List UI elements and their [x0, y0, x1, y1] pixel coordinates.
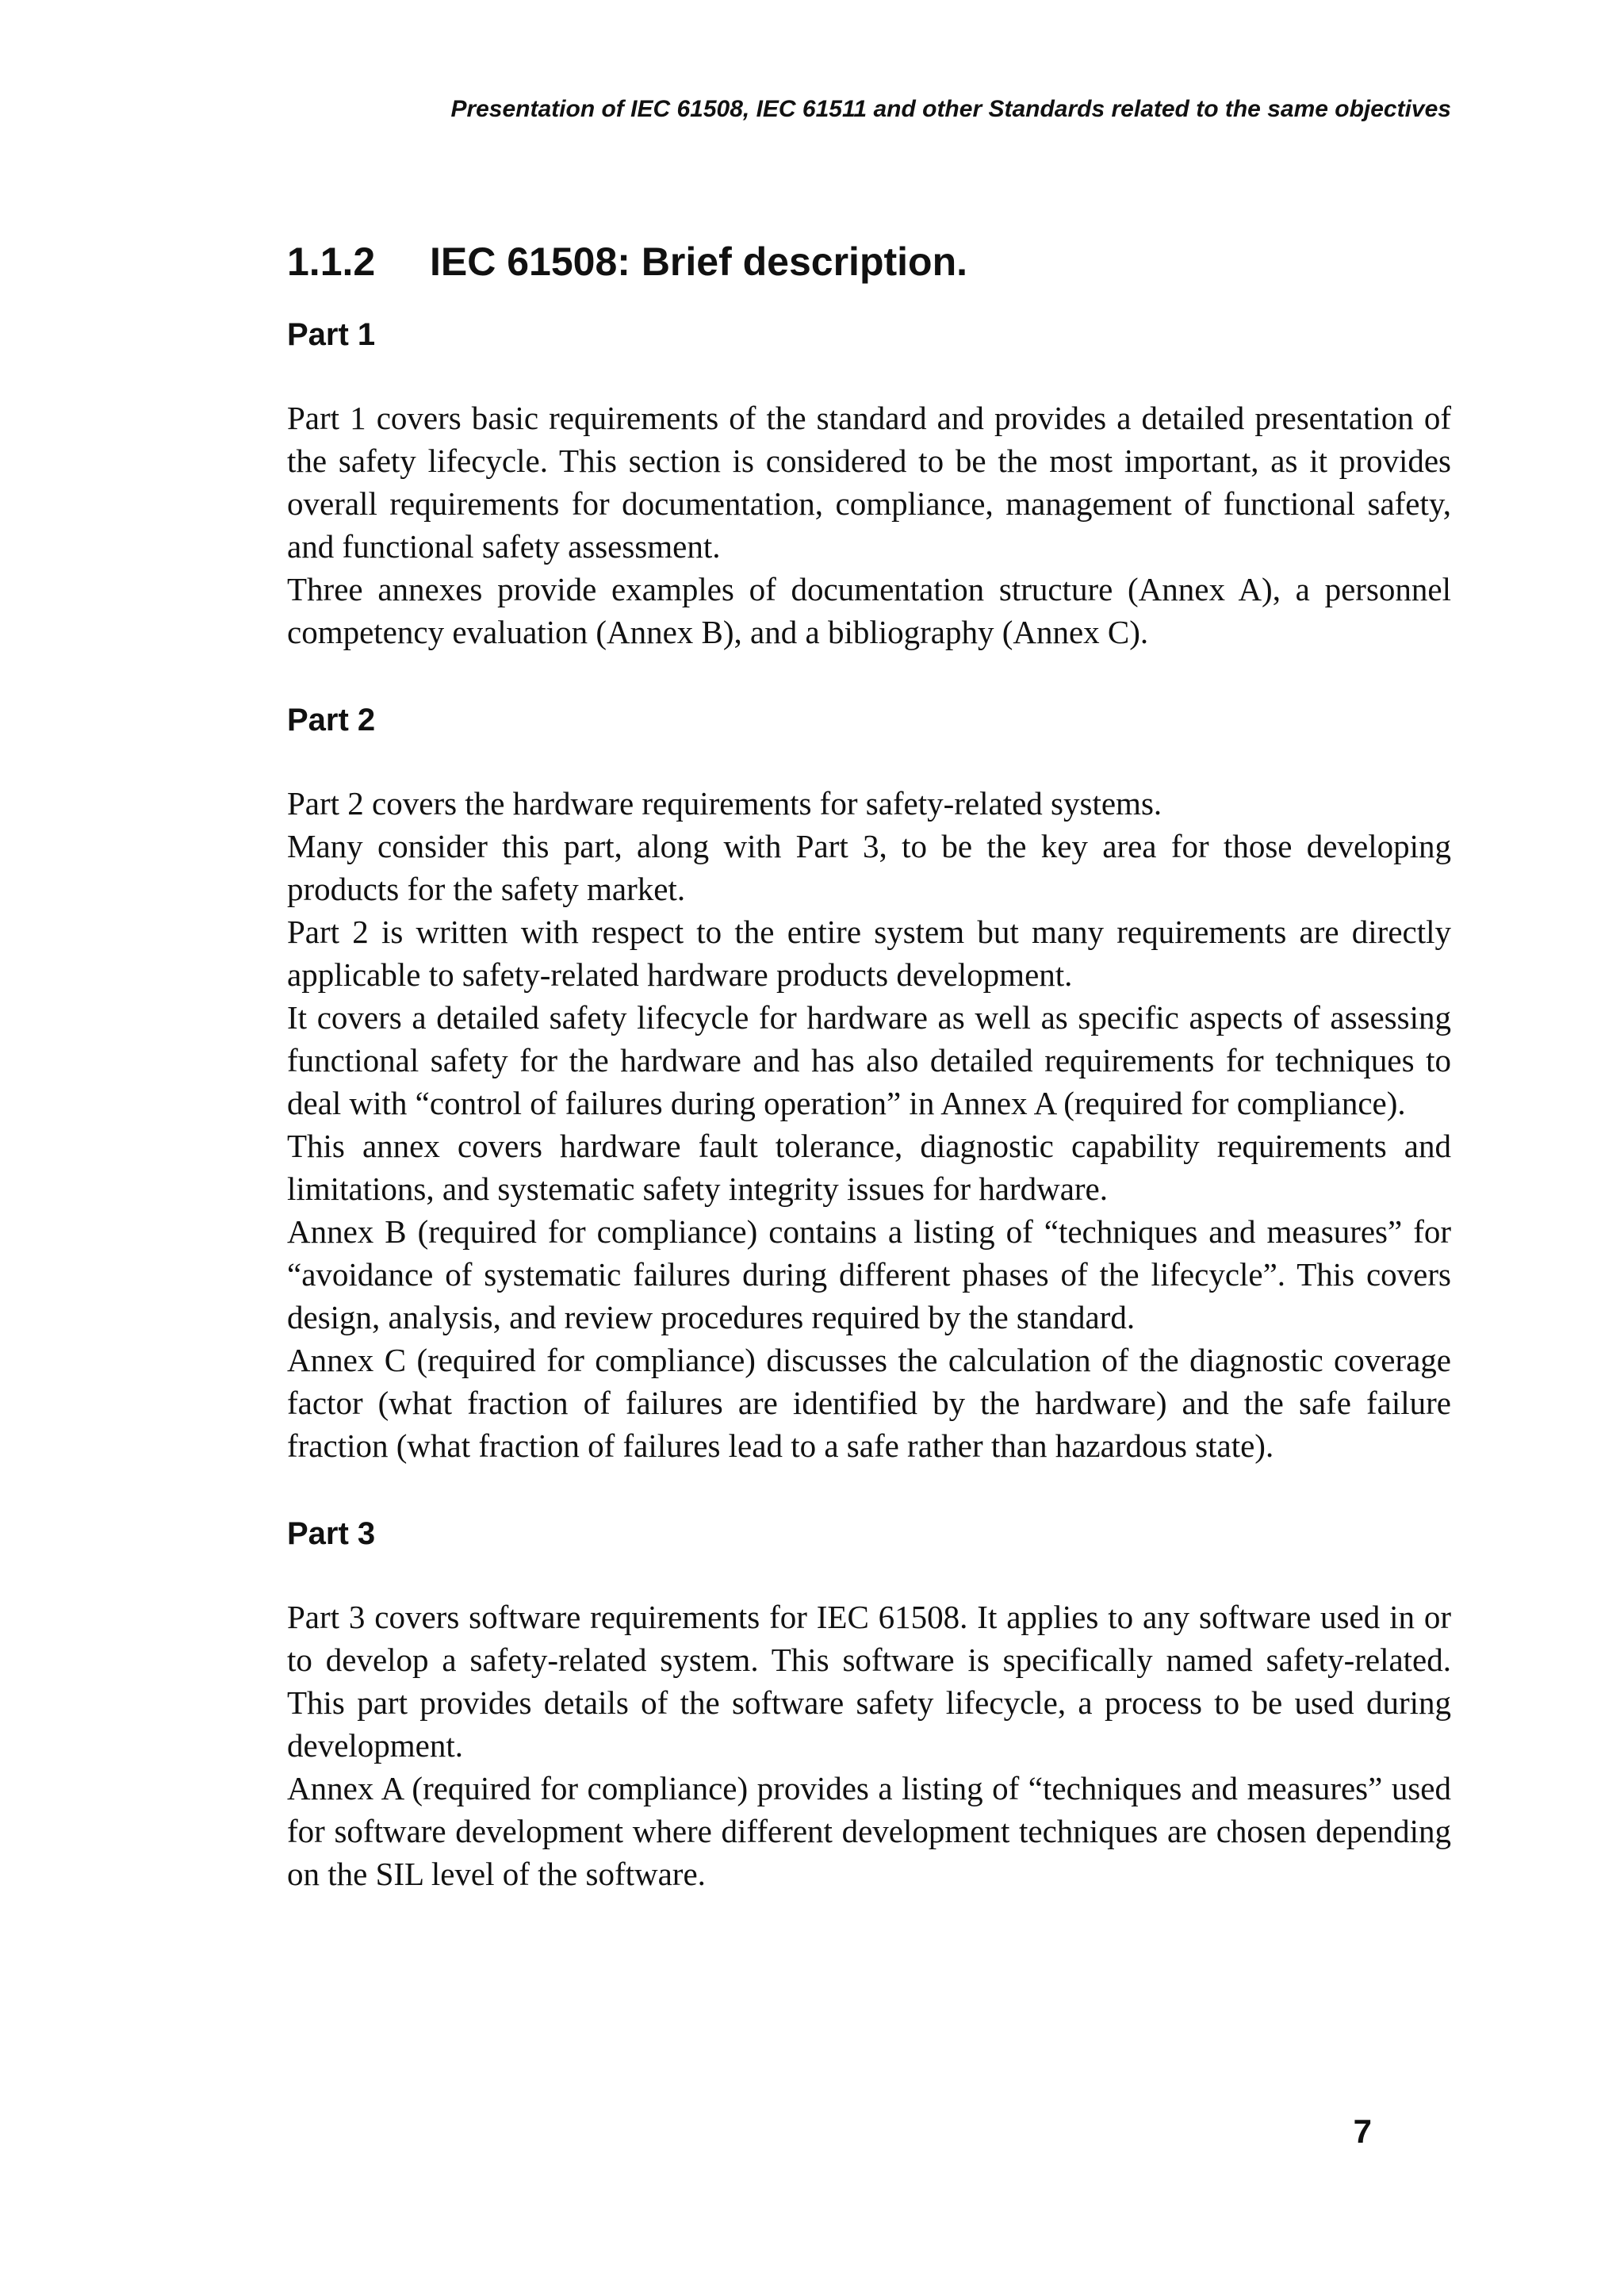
running-header: Presentation of IEC 61508, IEC 61511 and other Standards related to the same objectives [450, 96, 1451, 122]
paragraph: Part 2 is written with respect to the entire system but many requirements are directly applicable to safety-related hardware products development. [287, 914, 1451, 993]
paragraph: It covers a detailed safety lifecycle for hardware as well as specific aspects of assessing functional safety for the hardware and has also detailed requirements for techniques to deal with “control of failures during operation” in Annex A (required for compliance). [287, 999, 1451, 1121]
page-content [287, 235, 1451, 1940]
paragraph: Annex C (required for compliance) discusses the calculation of the diagnostic coverage factor (what fraction of failures are identified by the hardware) and the safe failure fraction (what fraction of failures lead to a safe rather than hazardous state). [287, 1342, 1451, 1464]
section-title: IEC 61508: Brief description. [430, 239, 968, 284]
part-heading: Part 1 [287, 317, 376, 352]
paragraph: Part 3 covers software requirements for IEC 61508. It applies to any software used in or to develop a safety-related system. This software is specifically named safety-related. This part provides details of the software safety lifecycle, a process to be used during development. [287, 1599, 1451, 1764]
paragraph: Annex B (required for compliance) contains a listing of “techniques and measures” for “avoidance of systematic failures during different phases of the lifecycle”. This covers design, analysis, and review procedures required by the standard. [287, 1213, 1451, 1335]
paragraph: Part 1 covers basic requirements of the standard and provides a detailed presentation of the safety lifecycle. This section is considered to be the most important, as it provides overall requirements for documentation, compliance, management of functional safety, and functional safety assessment. [287, 400, 1451, 565]
paragraph: Three annexes provide examples of documentation structure (Annex A), a personnel competency evaluation (Annex B), and a bibliography (Annex C). [287, 571, 1451, 650]
part-heading: Part 2 [287, 703, 376, 737]
part-2-block [287, 698, 1451, 1467]
part-1-block [287, 312, 1451, 653]
part-heading: Part 3 [287, 1516, 376, 1551]
paragraph: This annex covers hardware fault tolerance, diagnostic capability requirements and limitations, and systematic safety integrity issues for hardware. [287, 1128, 1451, 1207]
section-heading [287, 235, 1451, 289]
page-number: 7 [1353, 2113, 1372, 2150]
paragraph: Part 2 covers the hardware requirements for safety-related systems. [287, 785, 1162, 822]
paragraph: Many consider this part, along with Part 3, to be the key area for those developing products for the safety market. [287, 828, 1451, 907]
section-number: 1.1.2 [287, 239, 376, 284]
part-3-block [287, 1511, 1451, 1895]
paragraph: Annex A (required for compliance) provides a listing of “techniques and measures” used for software development where different development techniques are chosen depending on the SIL level of the software. [287, 1770, 1451, 1892]
